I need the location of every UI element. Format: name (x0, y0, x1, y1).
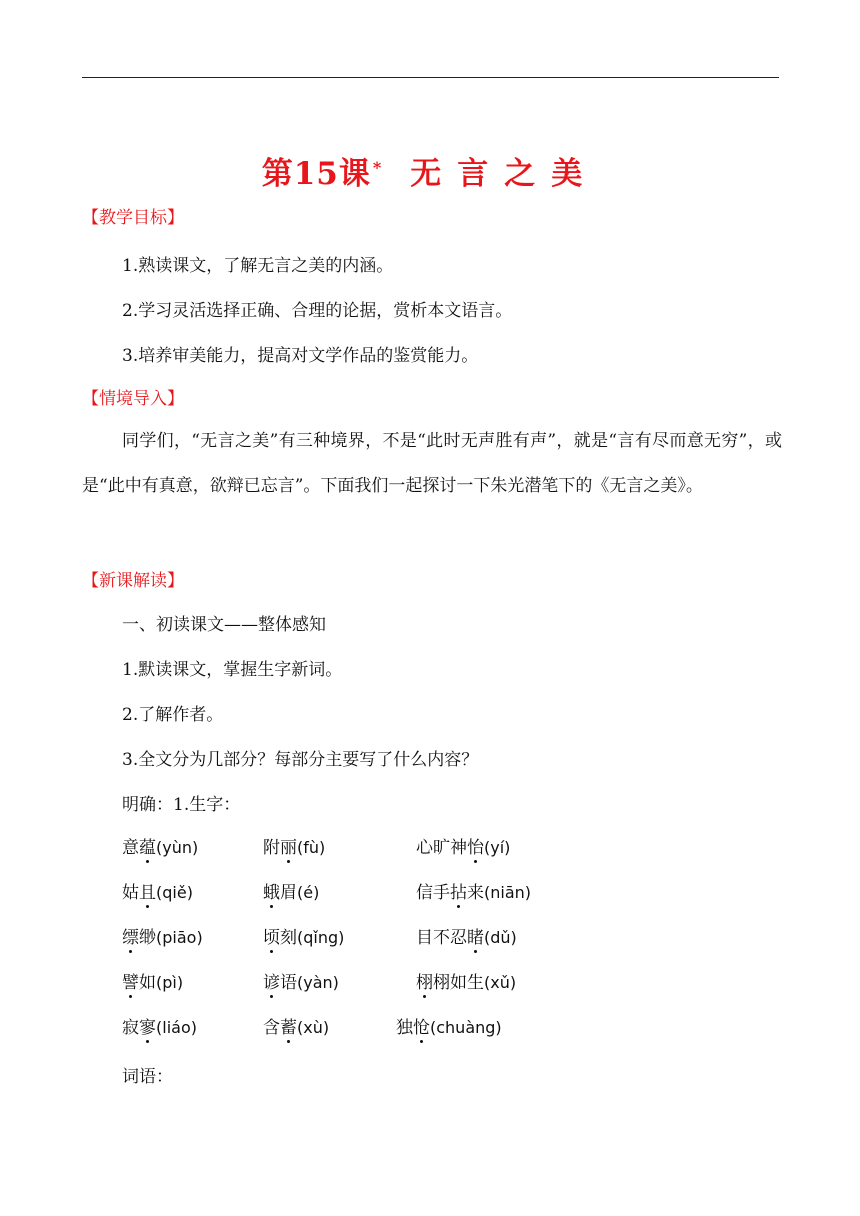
vocab-emphasis-char: 栩 (416, 968, 433, 993)
vocab-pinyin: (piāo) (156, 928, 203, 947)
section-heading-reading: 【新课解读】 (82, 571, 184, 591)
vocab-word-text: 缈 (139, 928, 156, 948)
vocab-word (263, 923, 344, 948)
vocab-word-text: 信手 (416, 883, 450, 903)
answer-label: 明确：1.生字： (122, 795, 241, 815)
vocab-pinyin: (qiě) (156, 883, 193, 902)
vocab-word (263, 878, 319, 903)
vocab-pinyin: (pì) (156, 973, 184, 992)
vocab-word-text: 来 (467, 883, 484, 903)
vocab-word (122, 923, 203, 948)
goal-item: 1.熟读课文，了解无言之美的内涵。 (122, 256, 394, 276)
vocab-pinyin: (fù) (297, 838, 326, 857)
vocab-word-text: 眉 (280, 883, 297, 903)
vocab-emphasis-char: 且 (139, 878, 156, 903)
vocab-emphasis-char: 蕴 (139, 833, 156, 858)
vocab-word-text: 寂 (122, 1018, 139, 1038)
vocab-pinyin: (xù) (297, 1018, 330, 1037)
vocab-emphasis-char: 睹 (467, 923, 484, 948)
vocab-word (416, 878, 531, 903)
vocab-word-text: 附 (263, 838, 280, 858)
task-item: 3.全文分为几部分？每部分主要写了什么内容？ (122, 750, 479, 770)
vocab-emphasis-char: 拈 (450, 878, 467, 903)
vocab-pinyin: (liáo) (156, 1018, 197, 1037)
lesson-name: 无言之美 (410, 156, 599, 192)
vocab-pinyin: (yí) (484, 838, 511, 857)
vocab-emphasis-char: 顷 (263, 923, 280, 948)
vocab-pinyin: (xǔ) (484, 973, 517, 992)
part-heading: 一、初读课文——整体感知 (122, 615, 326, 635)
vocab-emphasis-char: 怡 (467, 833, 484, 858)
vocab-emphasis-char: 蛾 (263, 878, 280, 903)
vocab-word-text: 如 (139, 973, 156, 993)
vocab-word-text: 目不忍 (416, 928, 467, 948)
vocab-emphasis-char: 怆 (413, 1013, 430, 1038)
vocab-word (122, 878, 193, 903)
vocab-word (263, 1013, 329, 1038)
section-heading-intro: 【情境导入】 (82, 389, 184, 409)
lesson-mark: * (372, 157, 383, 177)
vocab-word-text: 含 (263, 1018, 280, 1038)
vocab-emphasis-char: 丽 (280, 833, 297, 858)
vocab-pinyin: (niān) (484, 883, 532, 902)
vocab-word (263, 833, 325, 858)
vocab-word-text: 语 (280, 973, 297, 993)
vocab-emphasis-char: 缥 (122, 923, 139, 948)
vocab-word (396, 1013, 502, 1038)
task-item: 1.默读课文，掌握生字新词。 (122, 660, 343, 680)
section-heading-goals: 【教学目标】 (82, 208, 184, 228)
vocab-pinyin: (dǔ) (484, 928, 517, 947)
vocab-word (122, 968, 183, 993)
intro-paragraph: 同学们，“无言之美”有三种境界，不是“此时无声胜有声”，就是“言有尽而意无穷”，或是“此中有真意，欲辩已忘言”。下面我们一起探讨一下朱光潜笔下的《无言之美》。 (82, 431, 782, 496)
vocab-pinyin: (chuàng) (430, 1018, 502, 1037)
vocab-word-text: 心旷神 (416, 838, 467, 858)
vocab-word-text: 刻 (280, 928, 297, 948)
goal-item: 3.培养审美能力，提高对文学作品的鉴赏能力。 (122, 346, 479, 366)
vocab-emphasis-char: 谚 (263, 968, 280, 993)
vocab-pinyin: (yùn) (156, 838, 199, 857)
lesson-title (0, 148, 860, 193)
vocab-emphasis-char: 譬 (122, 968, 139, 993)
vocab-label: 词语： (122, 1067, 173, 1087)
goal-item: 2.学习灵活选择正确、合理的论据，赏析本文语言。 (122, 301, 513, 321)
lesson-number: 第15课 (261, 156, 371, 192)
vocab-pinyin: (yàn) (297, 973, 339, 992)
vocab-word-text: 独 (396, 1018, 413, 1038)
vocab-word (416, 833, 510, 858)
vocab-word (416, 923, 517, 948)
vocab-word-text: 意 (122, 838, 139, 858)
vocab-emphasis-char: 寥 (139, 1013, 156, 1038)
vocab-pinyin: (qǐng) (297, 928, 345, 947)
vocab-word-text: 姑 (122, 883, 139, 903)
vocab-word (122, 833, 198, 858)
task-item: 2.了解作者。 (122, 705, 224, 725)
vocab-word (416, 968, 516, 993)
vocab-word-text: 栩如生 (433, 973, 484, 993)
vocab-emphasis-char: 蓄 (280, 1013, 297, 1038)
vocab-word (122, 1013, 197, 1038)
vocab-pinyin: (é) (297, 883, 320, 902)
header-rule (82, 77, 779, 78)
vocab-word (263, 968, 339, 993)
